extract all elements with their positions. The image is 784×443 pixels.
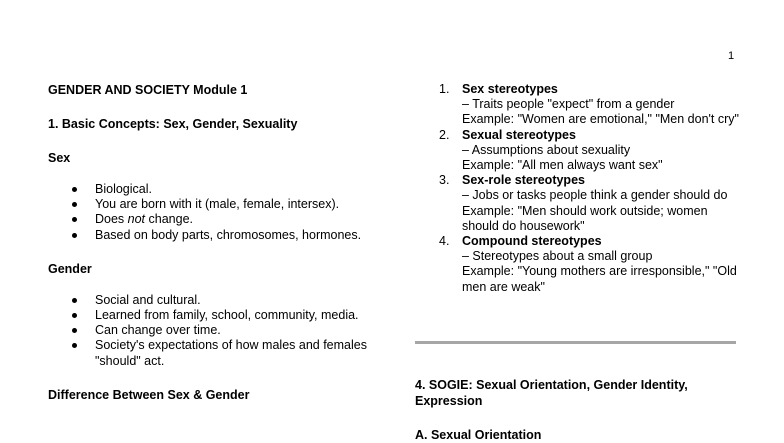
section-heading-sogie: 4. SOGIE: Sexual Orientation, Gender Identity, Expression: [415, 378, 688, 408]
subheading-difference: Difference Between Sex & Gender: [48, 387, 250, 402]
list-item: 1. Sex stereotypes – Traits people "expect" from a gender Example: "Women are emotional," "Men don't cry": [415, 82, 745, 128]
right-column: [415, 82, 745, 295]
bullet-icon: [72, 343, 77, 348]
list-item: Based on body parts, chromosomes, hormones.: [48, 228, 368, 243]
stereotype-title: Sex-role stereotypes: [462, 173, 585, 188]
list-item: Does not change.: [48, 212, 368, 227]
subheading-gender: Gender: [48, 261, 92, 276]
gender-bullet-list: [48, 293, 368, 369]
bullet-icon: [72, 313, 77, 318]
list-item: Can change over time.: [48, 323, 368, 338]
bullet-icon: [72, 233, 77, 238]
emphasis-text: not: [127, 212, 146, 227]
page-number: 1: [728, 50, 735, 62]
list-item: Learned from family, school, community, media.: [48, 308, 368, 323]
bullet-icon: [72, 298, 77, 303]
sogie-section: [415, 377, 745, 443]
list-number: 2.: [439, 127, 450, 142]
bullet-icon: [72, 187, 77, 192]
list-number: 3.: [439, 173, 450, 188]
list-item: 2. Sexual stereotypes – Assumptions about sexuality Example: "All men always want sex": [415, 128, 745, 174]
bullet-icon: [72, 217, 77, 222]
list-number: 4.: [439, 234, 450, 249]
stereotype-list: [415, 82, 745, 295]
sex-bullet-list: [48, 182, 368, 243]
bullet-icon: [72, 328, 77, 333]
list-item: Biological.: [48, 182, 368, 197]
section-heading-basic-concepts: 1. Basic Concepts: Sex, Gender, Sexuality: [48, 117, 298, 131]
subheading-sex: Sex: [48, 151, 71, 165]
left-column: [48, 82, 368, 403]
stereotype-title: Compound stereotypes: [462, 234, 602, 249]
list-item: 3. Sex-role stereotypes – Jobs or tasks people think a gender should do Example: "Men should work outside; women should do housework": [415, 173, 745, 234]
list-number: 1.: [439, 82, 450, 96]
section-divider: [415, 341, 736, 344]
list-item: You are born with it (male, female, intersex).: [48, 197, 368, 212]
subheading-sexual-orientation: A. Sexual Orientation: [415, 428, 542, 442]
list-item: Society's expectations of how males and females "should" act.: [48, 338, 368, 368]
bullet-icon: [72, 202, 77, 207]
list-item: 4. Compound stereotypes – Stereotypes about a small group Example: "Young mothers are irresponsible," "Old men are weak": [415, 234, 745, 295]
document-title: GENDER AND SOCIETY Module 1: [48, 83, 248, 97]
stereotype-title: Sex stereotypes: [462, 82, 558, 96]
stereotype-title: Sexual stereotypes: [462, 127, 576, 142]
list-item: Social and cultural.: [48, 293, 368, 308]
